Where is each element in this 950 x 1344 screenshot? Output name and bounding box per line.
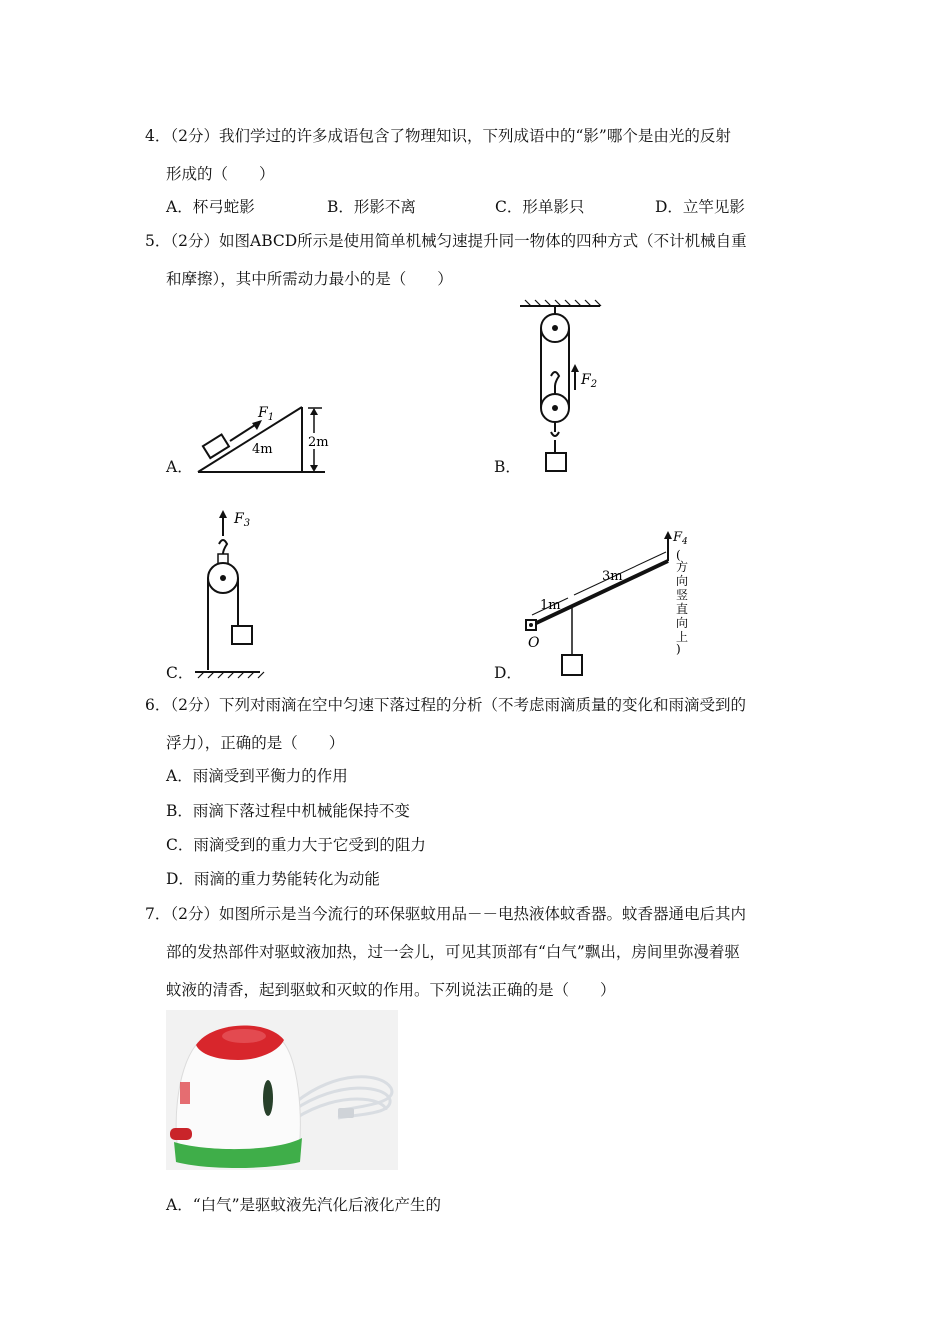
svg-text:): ): [676, 642, 681, 656]
q6-option-a: A．雨滴受到平衡力的作用: [166, 767, 348, 785]
q7-points: （2分）: [170, 905, 219, 923]
q4-stem: 我们学过的许多成语包含了物理知识，下列成语中的“影”哪个是由光的反射: [219, 127, 731, 145]
q6-stem: 下列对雨滴在空中匀速下落过程的分析（不考虑雨滴质量的变化和雨滴受到的: [219, 696, 747, 714]
q4-number: 4．: [145, 127, 171, 145]
q4-option-a: A．杯弓蛇影: [166, 198, 255, 216]
figure-c-movable-pulley: [190, 508, 280, 680]
q6-option-b: B．雨滴下落过程中机械能保持不变: [166, 802, 410, 820]
height-label: 2m: [308, 435, 329, 450]
pivot-label: O: [528, 635, 540, 651]
q7-stem: 如图所示是当今流行的环保驱蚊用品－－电热液体蚊香器。蚊香器通电后其内: [219, 905, 747, 923]
load-block-c: [232, 626, 252, 644]
q5-figure-label-a: A．: [166, 458, 193, 476]
q7-option-a: A．“白气”是驱蚊液先汽化后液化产生的: [166, 1196, 442, 1214]
q4-option-d: D．立竿见影: [655, 198, 745, 216]
mosquito-repellent-device-image: [166, 1010, 398, 1170]
svg-text:向: 向: [676, 616, 689, 630]
q5-stem-line2: 和摩擦），其中所需动力最小的是（ ）: [166, 270, 453, 288]
svg-text:竖: 竖: [676, 588, 689, 602]
slope-length-label: 4m: [252, 442, 273, 457]
q7-stem-line3: 蚊液的清香，起到驱蚊和灭蚊的作用。下列说法正确的是（ ）: [166, 981, 616, 999]
load-block-d: [562, 655, 582, 675]
q4-points: （2分）: [170, 127, 219, 145]
load-block-b: [546, 453, 566, 471]
svg-text:方: 方: [676, 560, 689, 574]
q4-option-c: C．形单影只: [495, 198, 585, 216]
lever-bar: [532, 561, 668, 625]
q6-points: （2分）: [170, 696, 219, 714]
q5-points: （2分）: [170, 232, 219, 250]
q7-stem-line2: 部的发热部件对驱蚊液加热，过一会儿，可见其顶部有“白气”飘出，房间里弥漫着驱: [166, 943, 740, 961]
q6-stem-line1: [145, 695, 746, 715]
svg-text:直: 直: [676, 602, 689, 616]
force-label-f2: $F_2$: [581, 372, 598, 390]
q5-stem: 如图ABCD所示是使用简单机械匀速提升同一物体的四种方式（不计机械自重: [219, 232, 747, 250]
force-label-f3: $F_3$: [234, 511, 251, 529]
q4-stem-line1: [145, 126, 731, 146]
direction-note: [676, 548, 688, 656]
q7-number: 7．: [145, 905, 171, 923]
q6-option-d: D．雨滴的重力势能转化为动能: [166, 870, 380, 888]
q5-figure-label-c: C．: [166, 664, 194, 682]
force-label-f1: $F_1$: [258, 405, 275, 423]
q4-stem-line2: 形成的（ ）: [166, 165, 275, 183]
figure-b-pulley-block: [515, 298, 625, 478]
svg-text:上: 上: [676, 630, 689, 644]
q6-number: 6．: [145, 696, 171, 714]
q5-stem-line1: [145, 231, 747, 251]
q7-stem-line1: [145, 904, 746, 924]
q4-option-b: B．形影不离: [327, 198, 416, 216]
q6-stem-line2: 浮力），正确的是（ ）: [166, 734, 345, 752]
force-label-f4: $F_4$: [673, 530, 688, 547]
figure-a-inclined-plane: [190, 395, 340, 480]
long-arm-label: 3m: [602, 569, 623, 584]
svg-text:向: 向: [676, 574, 689, 588]
q5-number: 5．: [145, 232, 171, 250]
short-arm-label: 1m: [540, 598, 561, 613]
q5-figure-label-d: D．: [494, 664, 522, 682]
q6-option-c: C．雨滴受到的重力大于它受到的阻力: [166, 836, 426, 854]
svg-text:(: (: [676, 548, 681, 562]
figure-d-lever: [518, 525, 698, 683]
q5-figure-label-b: B．: [494, 458, 521, 476]
